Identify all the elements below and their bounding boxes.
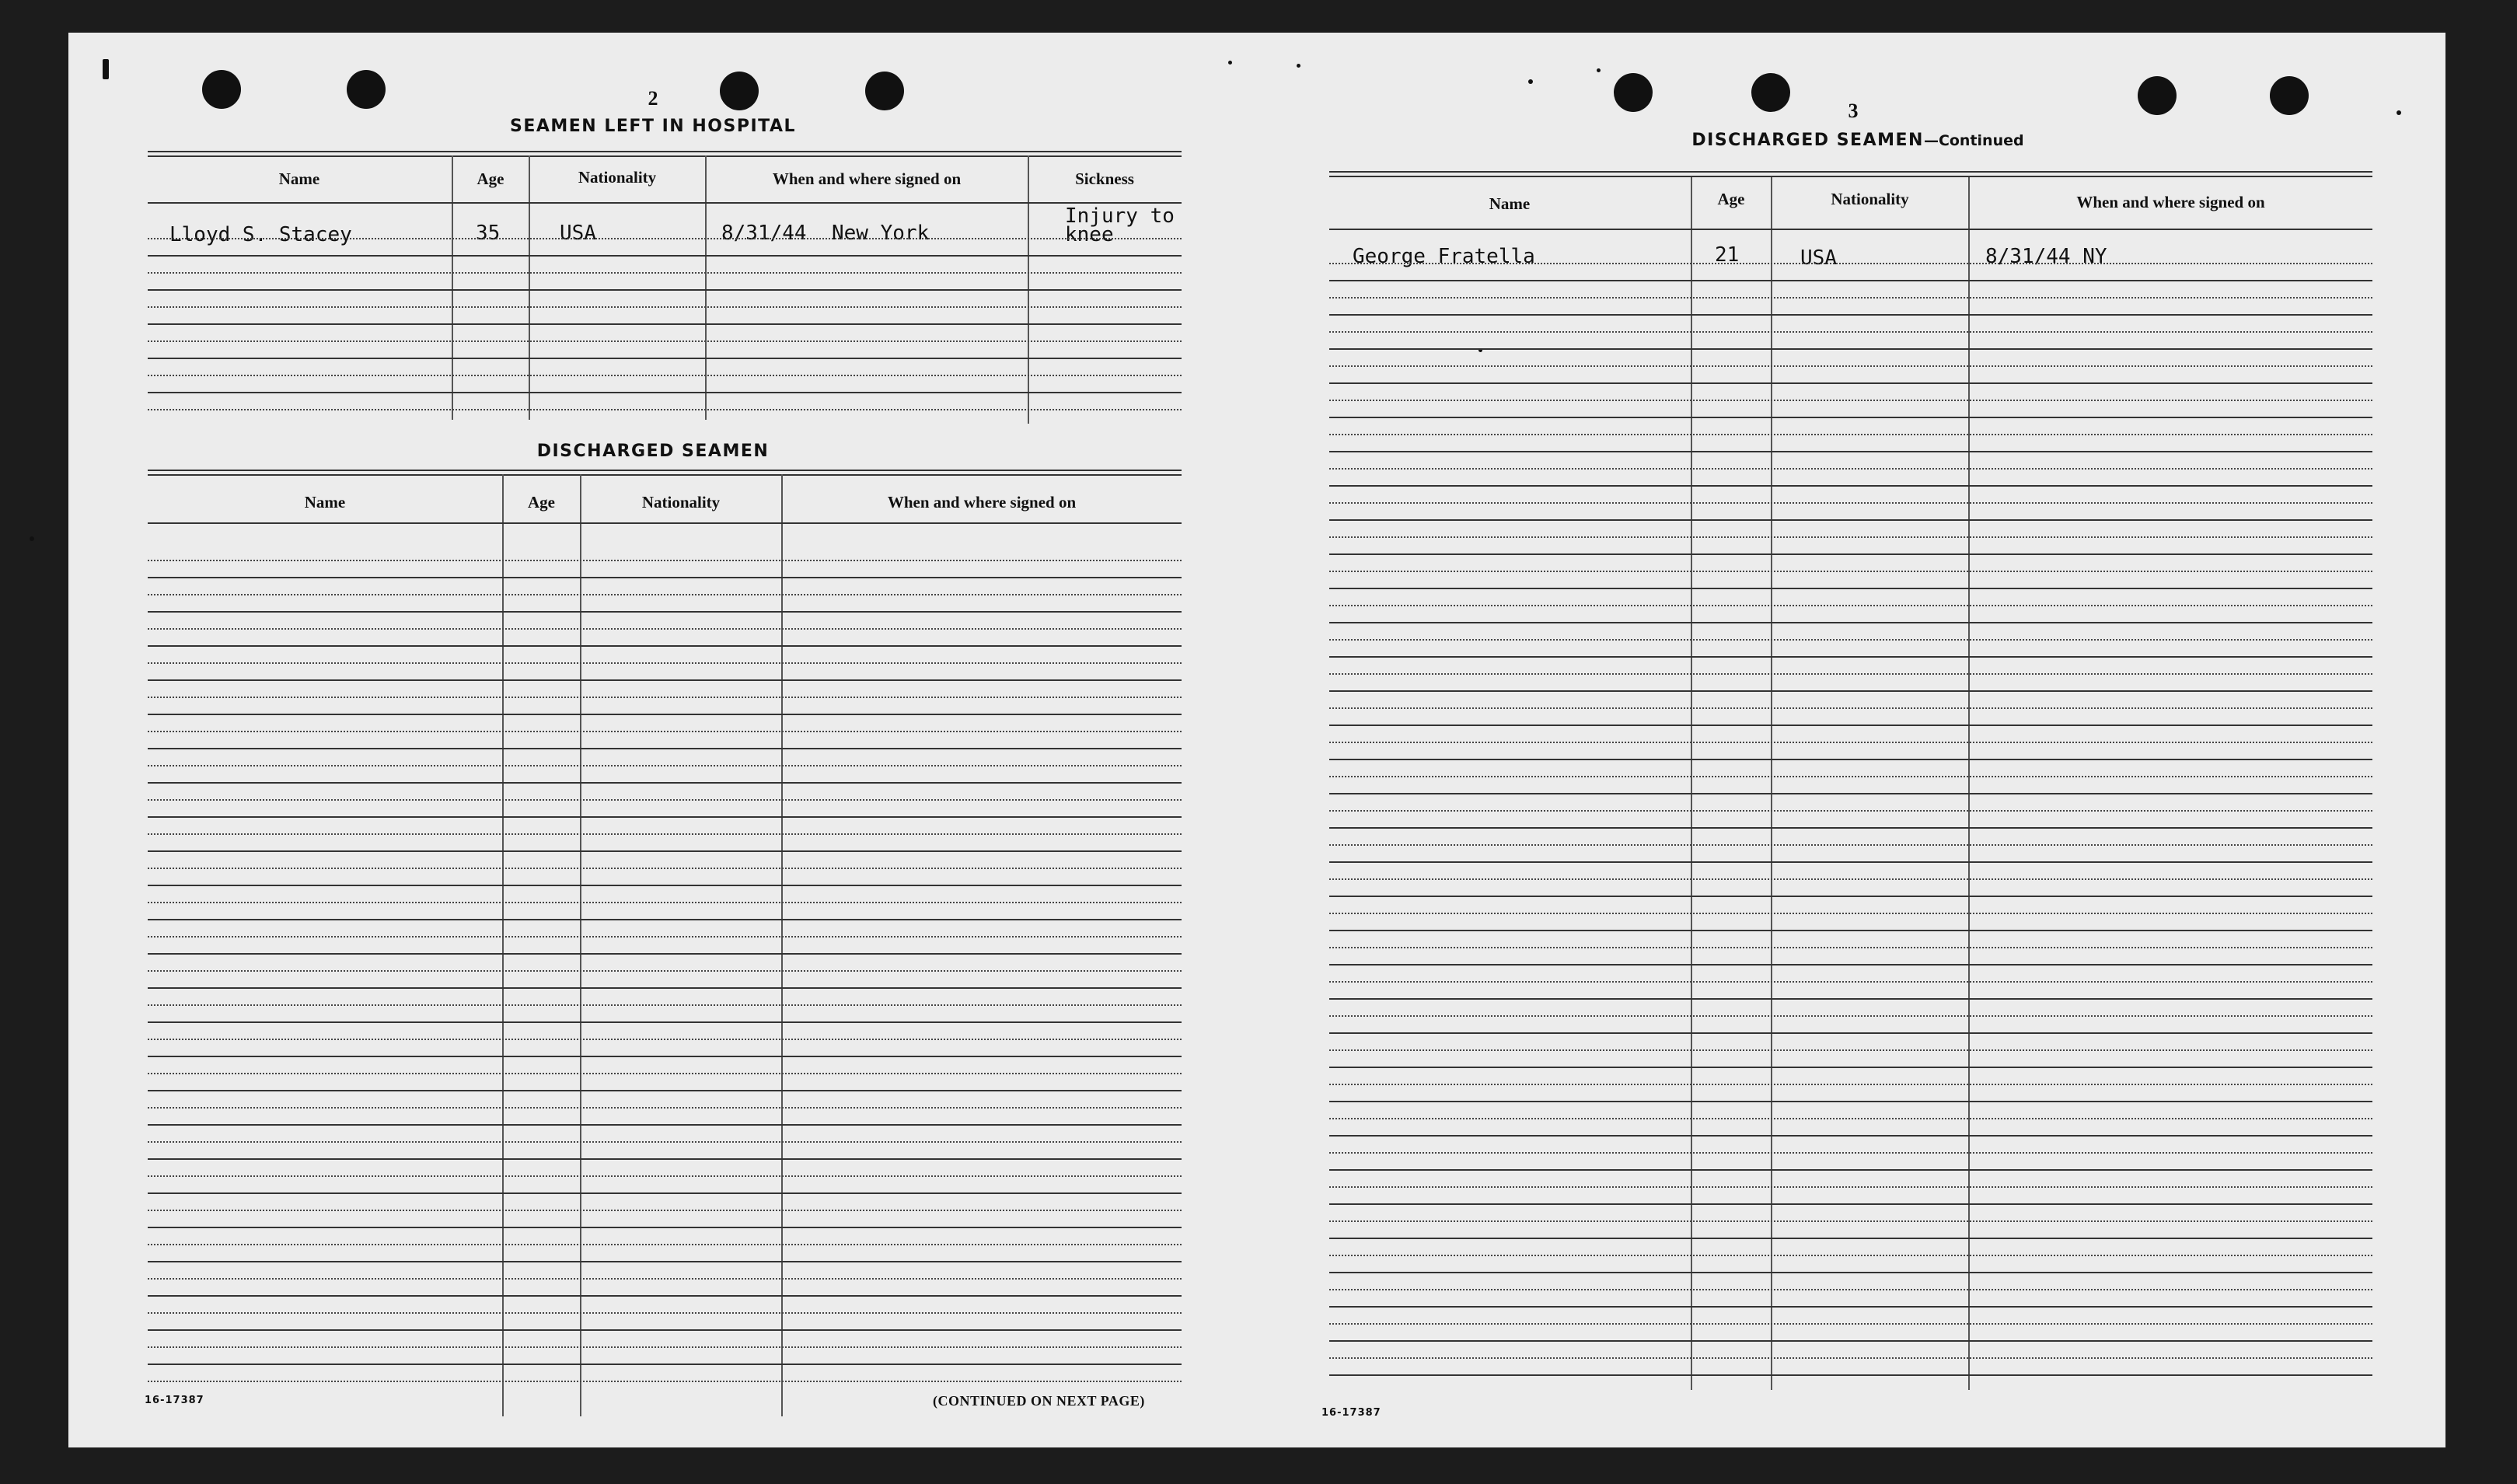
ruled-line <box>148 987 1182 989</box>
ruled-line <box>148 1244 1182 1245</box>
ink-speck <box>1297 64 1300 68</box>
ruled-line <box>148 714 1182 715</box>
column-header-nationality: Nationality <box>578 168 657 187</box>
ruled-line <box>148 902 1182 903</box>
ruled-line <box>1329 434 2372 435</box>
ruled-line <box>1329 365 2372 367</box>
ruled-line <box>148 238 1182 239</box>
ruled-line <box>148 748 1182 749</box>
ruled-line <box>148 1295 1182 1297</box>
hospital-name-cell: Lloyd S. Stacey <box>169 223 352 246</box>
ruled-line <box>148 1158 1182 1160</box>
column-divider <box>580 474 581 1416</box>
ruled-line <box>1329 1015 2372 1017</box>
ruled-line <box>1329 998 2372 1000</box>
discharged-age-cell: 21 <box>1715 243 1740 267</box>
ruled-line <box>148 1004 1182 1006</box>
continued-note: (CONTINUED ON NEXT PAGE) <box>933 1393 1145 1409</box>
table-rule <box>1329 176 2372 177</box>
hospital-sickness-cell: Injury to knee <box>1065 204 1175 246</box>
discharged-signed-on-cell: 8/31/44 NY <box>1985 245 2107 268</box>
binder-hole <box>865 72 904 110</box>
column-header-sickness: Sickness <box>1075 169 1134 188</box>
column-header-nationality: Nationality <box>641 493 721 512</box>
ruled-line <box>1329 1238 2372 1239</box>
ruled-line <box>1329 742 2372 743</box>
column-header-nationality: Nationality <box>1831 190 1909 208</box>
ruled-line <box>1329 690 2372 692</box>
table-rule <box>148 522 1182 524</box>
ruled-line <box>148 358 1182 359</box>
ink-speck <box>103 59 109 79</box>
ruled-line <box>148 306 1182 308</box>
discharged-section-title: DISCHARGED SEAMEN <box>536 442 770 461</box>
ink-speck <box>1597 68 1601 72</box>
ruled-line <box>148 1210 1182 1211</box>
ruled-line <box>1329 331 2372 333</box>
discharged-nationality-cell: USA <box>1800 246 1837 270</box>
ruled-line <box>1329 1323 2372 1325</box>
ruled-line <box>148 577 1182 578</box>
ruled-line <box>1329 536 2372 538</box>
ruled-line <box>148 289 1182 291</box>
ruled-line <box>1329 622 2372 623</box>
binder-hole <box>1614 73 1653 112</box>
ruled-line <box>1329 896 2372 897</box>
ruled-line <box>148 765 1182 766</box>
ruled-line <box>1329 263 2372 264</box>
ruled-line <box>148 1329 1182 1331</box>
ruled-line <box>1329 793 2372 794</box>
ruled-line <box>1329 348 2372 350</box>
ruled-line <box>1329 1152 2372 1154</box>
ruled-line <box>1329 297 2372 299</box>
ruled-line <box>1329 280 2372 281</box>
table-rule <box>1329 229 2372 230</box>
ruled-line <box>1329 553 2372 555</box>
ruled-line <box>1329 1220 2372 1222</box>
table-rule <box>148 470 1182 471</box>
ruled-line <box>148 1141 1182 1143</box>
ruled-line <box>1329 1032 2372 1034</box>
ruled-line <box>148 1364 1182 1365</box>
column-header-name: Name <box>278 169 320 188</box>
document-sheet <box>68 33 2445 1447</box>
form-number: 16-17387 <box>145 1395 204 1406</box>
ruled-line <box>148 340 1182 342</box>
ruled-line <box>1329 400 2372 401</box>
ruled-line <box>148 323 1182 325</box>
ruled-line <box>1329 981 2372 983</box>
ruled-line <box>148 1175 1182 1177</box>
column-divider <box>502 474 504 1416</box>
ruled-line <box>1329 1169 2372 1171</box>
discharged-name-cell: George Fratella <box>1353 245 1535 268</box>
ruled-line <box>148 1278 1182 1280</box>
ruled-line <box>148 409 1182 410</box>
ruled-line <box>148 885 1182 886</box>
ruled-line <box>148 272 1182 274</box>
column-header-age: Age <box>477 169 504 188</box>
ruled-line <box>1329 1340 2372 1342</box>
column-header-name: Name <box>304 493 346 512</box>
page-title <box>1337 131 2379 150</box>
ruled-line <box>1329 810 2372 812</box>
ruled-line <box>148 375 1182 376</box>
ruled-line <box>148 1056 1182 1057</box>
ruled-line <box>148 1192 1182 1194</box>
column-divider <box>781 474 783 1416</box>
ruled-line <box>1329 861 2372 863</box>
ruled-line <box>148 1381 1182 1382</box>
ruled-line <box>148 1227 1182 1228</box>
page-number: 2 <box>648 87 658 110</box>
ruled-line <box>1329 913 2372 914</box>
ruled-line <box>148 679 1182 681</box>
ruled-line <box>1329 1255 2372 1256</box>
ruled-line <box>1329 725 2372 726</box>
ruled-line <box>148 1124 1182 1126</box>
ruled-line <box>148 782 1182 784</box>
ruled-line <box>1329 673 2372 675</box>
ruled-line <box>1329 502 2372 504</box>
ink-speck <box>1228 61 1232 65</box>
ruled-line <box>148 1312 1182 1314</box>
binder-hole <box>347 70 386 109</box>
ruled-line <box>148 919 1182 920</box>
page-number: 3 <box>1848 100 1859 122</box>
ruled-line <box>148 662 1182 664</box>
hospital-nationality-cell: USA <box>560 222 596 245</box>
column-divider <box>529 155 530 420</box>
ruled-line <box>1329 588 2372 589</box>
table-rule <box>148 202 1182 204</box>
binder-hole <box>2270 76 2309 115</box>
ruled-line <box>1329 707 2372 709</box>
ruled-line <box>148 816 1182 818</box>
ruled-line <box>148 970 1182 972</box>
ink-speck <box>30 536 34 541</box>
ruled-line <box>1329 1049 2372 1051</box>
ruled-line <box>148 731 1182 732</box>
title-main: DISCHARGED SEAMEN <box>1691 131 1924 150</box>
column-header-age: Age <box>528 493 555 512</box>
column-header-signed-on: When and where signed on <box>2076 193 2265 211</box>
ink-speck <box>1528 79 1533 84</box>
binder-hole <box>720 72 759 110</box>
ruled-line <box>1329 930 2372 931</box>
ruled-line <box>148 850 1182 852</box>
column-header-signed-on: When and where signed on <box>887 493 1077 512</box>
hospital-signed-place-cell: New York <box>832 222 930 245</box>
ruled-line <box>1329 827 2372 829</box>
ruled-line <box>1329 571 2372 572</box>
table-rule <box>148 474 1182 476</box>
ruled-line <box>148 868 1182 869</box>
column-divider <box>1771 177 1772 1390</box>
ruled-line <box>1329 1203 2372 1205</box>
ruled-line <box>148 697 1182 698</box>
ruled-line <box>148 611 1182 613</box>
form-number: 16-17387 <box>1321 1407 1381 1419</box>
ruled-line <box>1329 1067 2372 1068</box>
ruled-line <box>1329 468 2372 470</box>
ruled-line <box>1329 639 2372 641</box>
ruled-line <box>1329 451 2372 452</box>
ruled-line <box>1329 844 2372 846</box>
binder-hole <box>1751 73 1790 112</box>
column-divider <box>452 155 453 420</box>
title-suffix: —Continued <box>1923 132 2024 149</box>
hospital-age-cell: 35 <box>476 222 501 245</box>
hospital-section-title: SEAMEN LEFT IN HOSPITAL <box>509 117 796 136</box>
ruled-line <box>1329 964 2372 965</box>
ruled-line <box>1329 605 2372 606</box>
ruled-line <box>148 1346 1182 1348</box>
ruled-line <box>1329 947 2372 948</box>
column-header-age: Age <box>1717 190 1745 208</box>
ruled-line <box>148 255 1182 257</box>
ruled-line <box>1329 382 2372 384</box>
ruled-line <box>1329 485 2372 487</box>
column-header-name: Name <box>1489 194 1531 213</box>
column-divider <box>1968 177 1970 1390</box>
ruled-line <box>148 628 1182 630</box>
ruled-line <box>1329 1272 2372 1273</box>
ruled-line <box>1329 417 2372 418</box>
ruled-line <box>1329 1306 2372 1308</box>
ruled-line <box>1329 1118 2372 1119</box>
binder-hole <box>2138 76 2177 115</box>
column-header-signed-on: When and where signed on <box>772 169 962 188</box>
ruled-line <box>148 1021 1182 1023</box>
table-rule <box>148 155 1182 157</box>
ruled-line <box>1329 1357 2372 1359</box>
ruled-line <box>1329 1289 2372 1290</box>
ruled-line <box>1329 314 2372 316</box>
ruled-line <box>1329 656 2372 658</box>
ruled-line <box>1329 1084 2372 1085</box>
ruled-line <box>148 560 1182 561</box>
ruled-line <box>148 1073 1182 1074</box>
binder-hole <box>202 70 241 109</box>
ruled-line <box>1329 519 2372 521</box>
column-divider <box>705 155 707 420</box>
ruled-line <box>148 953 1182 955</box>
ruled-line <box>1329 878 2372 880</box>
ruled-line <box>148 936 1182 938</box>
ruled-line <box>1329 1374 2372 1376</box>
table-rule <box>1329 171 2372 173</box>
ruled-line <box>1329 1101 2372 1102</box>
ruled-line <box>1329 776 2372 777</box>
ruled-line <box>148 392 1182 393</box>
ruled-line <box>148 645 1182 647</box>
ruled-line <box>148 799 1182 801</box>
column-divider <box>1691 177 1692 1390</box>
ruled-line <box>148 1039 1182 1040</box>
ruled-line <box>148 833 1182 835</box>
hospital-signed-date-cell: 8/31/44 <box>721 222 807 245</box>
ruled-line <box>1329 759 2372 760</box>
ruled-line <box>148 1261 1182 1262</box>
ruled-line <box>1329 1135 2372 1137</box>
ruled-line <box>148 1090 1182 1091</box>
ruled-line <box>148 1107 1182 1109</box>
ink-speck <box>2397 110 2401 115</box>
table-rule <box>148 151 1182 152</box>
ruled-line <box>1329 1186 2372 1188</box>
ruled-line <box>148 594 1182 595</box>
